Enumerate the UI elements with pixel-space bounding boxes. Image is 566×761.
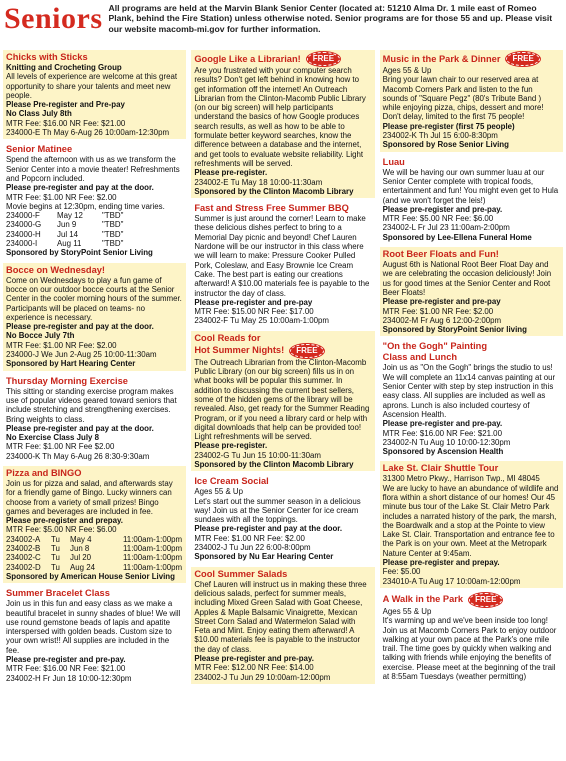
program-note: Please pre-register and pay at the door. <box>194 524 343 534</box>
program-description: Join us for pizza and salad, and afterwards stay for a friendly game of Bingo. Lucky winners can choose from a variety of small prizes! Bingo games and beverages are included in fee. <box>6 478 173 516</box>
program-sponsor: Sponsored by Nu Ear Hearing Center <box>194 552 334 562</box>
program-fee: Fee: $5.00 <box>382 567 421 577</box>
program-sponsor: Sponsored by Rose Senior Living <box>382 140 509 150</box>
program-note: Please Pre-register and Pre-pay <box>6 100 125 110</box>
program-summer-bracelet <box>3 586 186 685</box>
program-google-librarian <box>191 50 374 198</box>
program-note: Please pre-register and pay at the door. <box>6 322 154 332</box>
program-fee: MTR Fee: $1.00 NR Fee: $2.00 <box>382 306 494 316</box>
program-ice-cream-social <box>191 474 374 563</box>
course-code: 234000-H <box>6 229 41 239</box>
program-fee: MTR Fee: $15.00 NR Fee: $17.00 <box>194 307 314 317</box>
course-code: 234000-G <box>6 220 42 230</box>
program-bocce <box>3 263 186 371</box>
program-schedule: 234002-G Tu Jun 15 10:00-11:30am <box>194 450 321 460</box>
course-code: 234002-C <box>6 553 41 563</box>
course-date: Jun 8 <box>70 544 90 554</box>
program-description: The Outreach Librarian from the Clinton-Macomb Public Library (on our big screen) fills us in on what books will be popular this summer. In addition to discussing the current best sellers, some of the hidden gems of the library will be revealed. Also, get ready for the Summer Reading Program, or if you need a library card or help with digital downloads that help can be provided too! Light refreshments will be served. <box>194 357 370 442</box>
program-fee: MTR Fee: $16.00 NR Fee: $21.00 <box>6 664 126 674</box>
program-schedule: 234000-K Th May 6-Aug 26 8:30-9:30am <box>6 451 150 461</box>
course-code: 234002-B <box>6 544 41 554</box>
program-note: Please pre-register and pay at the door. <box>6 423 154 433</box>
program-pizza-bingo <box>3 466 186 583</box>
program-note: Please pre-register and prepay. <box>6 516 123 526</box>
program-description: Bring your lawn chair to our reserved area at Macomb Corners Park and listen to the fun sounds of "Square Pegz" (80's Tribute Band ) while enjoying pizza, chips, dessert and more! Don't delay, limited to the first 75 people! <box>382 75 544 122</box>
course-movie: "TBD" <box>102 239 124 249</box>
program-title: A Walk in the Park <box>382 594 464 605</box>
program-walk-in-park <box>380 591 563 683</box>
program-note: Movie begins at 12:30pm, ending time varies. <box>6 201 165 211</box>
program-note: Please pre-register and pre-pay <box>382 297 501 307</box>
course-time: 11:00am-1:00pm <box>123 544 183 554</box>
program-title: Luau <box>382 156 405 167</box>
course-movie: "TBD" <box>102 229 124 239</box>
schedule-row <box>6 544 183 553</box>
column-2 <box>191 50 374 688</box>
program-note: Please pre-register and pre-pay. <box>382 419 503 429</box>
program-description: August 6th is National Root Beer Float Day and we are celebrating the occasion deliciously! Join us for good times at the Senior Center and Root Beer Floats! <box>382 260 552 297</box>
program-note: Please pre-register. <box>194 441 268 451</box>
program-ages: Ages 55 & Up <box>194 487 244 497</box>
program-sponsor: Sponsored by StoryPoint Senior living <box>382 325 527 335</box>
program-fee: MTR Fee: $1.00 NR Fee: $2.00 <box>194 533 305 543</box>
schedule-row <box>6 230 183 239</box>
program-schedule: 234002-J Tu Jun 22 6:00-8:00pm <box>194 543 311 553</box>
program-schedule: 234002-N Tu Aug 10 10:00-12:30pm <box>382 437 511 447</box>
program-root-beer-floats <box>380 247 563 336</box>
program-sponsor: Sponsored by Hart Hearing Center <box>6 359 136 369</box>
course-date: Jul 14 <box>57 229 79 239</box>
course-date: May 12 <box>57 211 83 221</box>
program-note: No Class July 8th <box>6 109 72 119</box>
program-description: Are you frustrated with your computer search results? Don't get left behind in knowing how to get information off the internet! An Outreach Librarian from the Clinton-Macomb Public Library (on our big screen) will help participants understand the basics of how Google produces search results, as well as how to be able to formulate better keyword searches, know the difference between a database and the internet, and get tools to evaluate website reliability. Light refreshments will be served. <box>194 66 366 168</box>
course-code: 234002-A <box>6 534 41 544</box>
program-note: Please pre-register. <box>194 168 268 178</box>
program-ages: Ages 55 & Up <box>382 606 432 616</box>
course-day: Tu <box>51 553 60 563</box>
program-sponsor: Sponsored by the Clinton Macomb Library <box>194 459 354 469</box>
course-date: Aug 24 <box>70 562 96 572</box>
course-date: Jul 20 <box>70 553 92 563</box>
program-title: Fast and Stress Free Summer BBQ <box>194 203 349 214</box>
program-title: Thursday Morning Exercise <box>6 375 128 386</box>
program-title: Bocce on Wednesday! <box>6 264 106 275</box>
program-fee: MTR Fee: $1.00 NR Fee: $2.00 <box>6 192 117 202</box>
program-ages: Ages 55 & Up <box>382 66 432 75</box>
program-sponsor: Sponsored by the Clinton Macomb Library <box>194 186 354 196</box>
schedule-row <box>6 563 183 572</box>
program-title-line1: "On the Gogh" Painting <box>382 341 488 352</box>
program-schedule: 234002-M Fr Aug 6 12:00-2:00pm <box>382 315 502 325</box>
program-lake-st-clair-tour <box>380 461 563 588</box>
program-title: Lake St. Clair Shuttle Tour <box>382 463 499 474</box>
program-description: Summer is just around the corner! Learn to make these delicious dishes perfect to bring to a Memorial Day picnic and beyond! Chef Lauren Nardone will be our instructor in this class where we will learn to make: Pressure Cooker Pulled Pork, Coleslaw, and Easy Brownie Ice Cream Cake. The best part is eating our creations afterward! A $10.00 materials fee is payable to the instructor the day of class. <box>194 214 370 298</box>
program-sponsor: Sponsored by StoryPoint Senior Living <box>6 248 153 258</box>
program-fee: MTR Fee: $1.00 NR Fee: $2.00 <box>6 340 117 350</box>
program-description: Come on Wednesdays to play a fun game of bocce on our outdoor bocce courts at the Senior Center in the cooler morning hours of the summer. Participants will be placed on teams- no experience is necessary. <box>6 275 182 322</box>
program-title: Ice Cream Social <box>194 476 269 487</box>
programs-grid <box>0 50 566 688</box>
program-fee: MTR Fee: $5.00 NR Fee: $6.00 <box>6 525 117 535</box>
program-description: Spend the afternoon with us as we transform the Senior Center into a movie theater! Refreshments and Popcorn included. <box>6 155 180 183</box>
program-fee: MTR Fee: $12.00 NR Fee: $14.00 <box>194 663 314 673</box>
program-description: Let's start out the summer season in a delicious way! Join us at the Senior Center for ice cream sundaes with all the toppings. <box>194 496 361 525</box>
program-summer-bbq <box>191 201 374 328</box>
program-fee: MTR Fee: $16.00 NR Fee: $21.00 <box>6 118 126 128</box>
program-subtitle: Knitting and Crocheting Group <box>6 63 122 72</box>
program-note: Please pre-register and pre-pay. <box>6 655 126 665</box>
column-1 <box>3 50 186 688</box>
program-schedule: 234010-A Tu Aug 17 10:00am-12:00pm <box>382 576 521 586</box>
program-description: Chef Lauren will instruct us in making these three delicious salads, perfect for summer meals, including Mixed Green Salad with Goat Cheese, Apples & Maple Balsamic Vinaigrette, Mexican Street Corn Salad and Watermelon Salad with Feta and Mint. Enjoy eating them afterward! A $10.00 materials fee is payable to the instructor the day of class. <box>194 579 367 654</box>
course-day: Tu <box>51 544 60 554</box>
course-movie: "TBD" <box>102 211 124 221</box>
program-schedule: 234002-H Fr Jun 18 10:00-12:30pm <box>6 673 132 683</box>
course-code: 234002-D <box>6 562 41 572</box>
program-note: Please pre-register and pay at the door. <box>6 183 154 193</box>
program-schedule: 234000-E Th May 6-Aug 26 10:00am-12:30pm <box>6 128 170 138</box>
program-description: We are lucky to have an abundance of wildlife and flora within a short distance of our homes! Our 45 minute bus tour of the Lake St. Clair Metro Park includes a narrated history of the park, the marsh, the Boardwalk and a stop at the Pointe to view Lake St. Clair. Transportation and entrance fee to the Park is on your own. Meet at the Metropark Nature Center at 9:45am. <box>382 483 559 558</box>
free-badge: FREE <box>506 52 539 66</box>
program-note: No Exercise Class July 8 <box>6 433 99 443</box>
program-description: This sitting or standing exercise program makes use of popular videos geared toward seniors that include stretching and strengthening exercises. Bring weights to class. <box>6 386 177 424</box>
program-title: Senior Matinee <box>6 144 73 155</box>
program-title: Pizza and BINGO <box>6 467 82 478</box>
program-senior-matinee <box>3 142 186 259</box>
course-date: May 4 <box>70 534 92 544</box>
program-sponsor: Sponsored by American House Senior Living <box>6 571 175 581</box>
program-description: It's warming up and we've been inside too long! Join us at Macomb Corners Park to enjoy outdoor walking at your own pace at the Park's one mile trail. The time goes by quickly when walking and talking with friends while enjoying the benefits of exercise. Please meet at the beginning of the trail at 8:55am Tuesdays (weather permitting) <box>382 616 557 682</box>
program-schedule: 234002-J Tu Jun 29 10:00am-12:00pm <box>194 672 331 682</box>
program-title-line2: Class and Lunch <box>382 352 458 363</box>
intro-text: All programs are held at the Marvin Blank Senior Center (located at: 51210 Alma Dr. 1 mile east of Romeo Plank, behind the Fire Station) unless otherwise noted. Senior programs are for those 55 and up. Please visit our website macomb-mi.gov for further information. <box>108 3 553 34</box>
program-chicks-with-sticks <box>3 50 186 139</box>
program-music-in-park <box>380 50 563 152</box>
program-address: 31300 Metro Pkwy., Harrison Twp., MI 48045 <box>382 474 540 484</box>
program-note: Please pre-register and pre-pay. <box>382 204 503 214</box>
program-title: Chicks with Sticks <box>6 52 88 62</box>
program-note: Please pre-register and pre-pay. <box>194 654 314 664</box>
course-code: 234000-I <box>6 239 38 249</box>
program-note: Please pre-register and prepay. <box>382 558 500 568</box>
program-description: We will be having our own summer luau at our Senior Center complete with tropical foods, entertainment and fun! You might even get to Hula (and we won't forget the leis!) <box>382 167 559 205</box>
program-schedule: 234002-K Th Jul 15 6:00-8:30pm <box>382 131 498 141</box>
program-title-row <box>383 52 560 66</box>
program-thursday-exercise <box>3 374 186 463</box>
schedule-row <box>6 211 183 220</box>
course-time: 11:00am-1:00pm <box>123 534 183 544</box>
schedule-row <box>6 220 183 229</box>
program-sponsor: Sponsored by Ascension Health <box>382 447 504 457</box>
program-fee: MTR Fee: $1.00 NR Fee $2.00 <box>6 442 115 452</box>
program-description: Join us as "On the Gogh" brings the studio to us! We will complete an 11x14 canvas painting at our Senior Center with step by step instruction in this easy class. All supplies are included as well as aprons. Lunch is also included courtesy of Ascension Health. <box>382 363 556 419</box>
program-fee: MTR Fee: $16.00 NR Fee: $21.00 <box>382 428 502 438</box>
course-day: Tu <box>51 534 60 544</box>
program-title-line1: Cool Reads for <box>194 332 261 343</box>
free-badge: FREE <box>469 593 502 607</box>
schedule-row <box>6 535 183 544</box>
course-time: 11:00am-1:00pm <box>123 562 183 572</box>
program-schedule: 234002-F Tu May 25 10:00am-1:00pm <box>194 316 329 326</box>
program-cool-summer-salads <box>191 567 374 684</box>
page-title: Seniors <box>4 2 103 35</box>
program-luau <box>380 155 563 244</box>
program-title: Root Beer Floats and Fun! <box>382 249 499 260</box>
program-description: Join us in this fun and easy class as we make a beautiful bracelet in sunny shades of blue! We will use round gemstone beads of lapis and apatite interspersed with golden beads. Custom size to your own wrist!! All supplies are included in the fee. <box>6 599 181 655</box>
program-description: All levels of experience are welcome at this great opportunity to share your talents and meet new people. <box>6 72 178 100</box>
page-header <box>0 0 566 50</box>
program-note: Please pre-register and pre-pay <box>194 297 313 307</box>
program-title-row <box>383 593 560 607</box>
schedule-row <box>6 239 183 248</box>
course-date: Aug 11 <box>57 239 82 249</box>
program-schedule: 234000-J We Jun 2-Aug 25 10:00-11:30am <box>6 350 157 360</box>
program-note: Please pre-register (first 75 people) <box>382 121 515 131</box>
program-sponsor: Sponsored by Lee-Ellena Funeral Home <box>382 232 532 242</box>
free-badge: FREE <box>290 344 323 358</box>
program-title-row <box>194 344 371 358</box>
program-schedule: 234002-L Fr Jul 23 11:00am-2:00pm <box>382 223 510 233</box>
program-note: No Bocce July 7th <box>6 331 75 341</box>
program-cool-reads <box>191 331 374 472</box>
course-day: Tu <box>51 562 60 572</box>
column-3 <box>380 50 563 688</box>
course-movie: "TBD" <box>102 220 124 230</box>
program-on-the-gogh <box>380 339 563 458</box>
program-title: Cool Summer Salads <box>194 568 288 579</box>
program-title-line2: Hot Summer Nights! <box>194 345 285 356</box>
free-badge: FREE <box>307 52 340 66</box>
course-time: 11:00am-1:00pm <box>123 553 183 563</box>
course-code: 234000-F <box>6 211 40 221</box>
course-date: Jun 9 <box>57 220 77 230</box>
program-title-row <box>194 52 371 66</box>
program-schedule: 234002-E Tu May 18 10:00-11:30am <box>194 177 323 187</box>
program-title: Summer Bracelet Class <box>6 588 110 599</box>
program-title: Music in the Park & Dinner <box>382 53 501 64</box>
schedule-row <box>6 553 183 562</box>
program-fee: MTR Fee: $5.00 NR Fee: $6.00 <box>382 214 494 224</box>
program-title: Google Like a Librarian! <box>194 53 301 64</box>
